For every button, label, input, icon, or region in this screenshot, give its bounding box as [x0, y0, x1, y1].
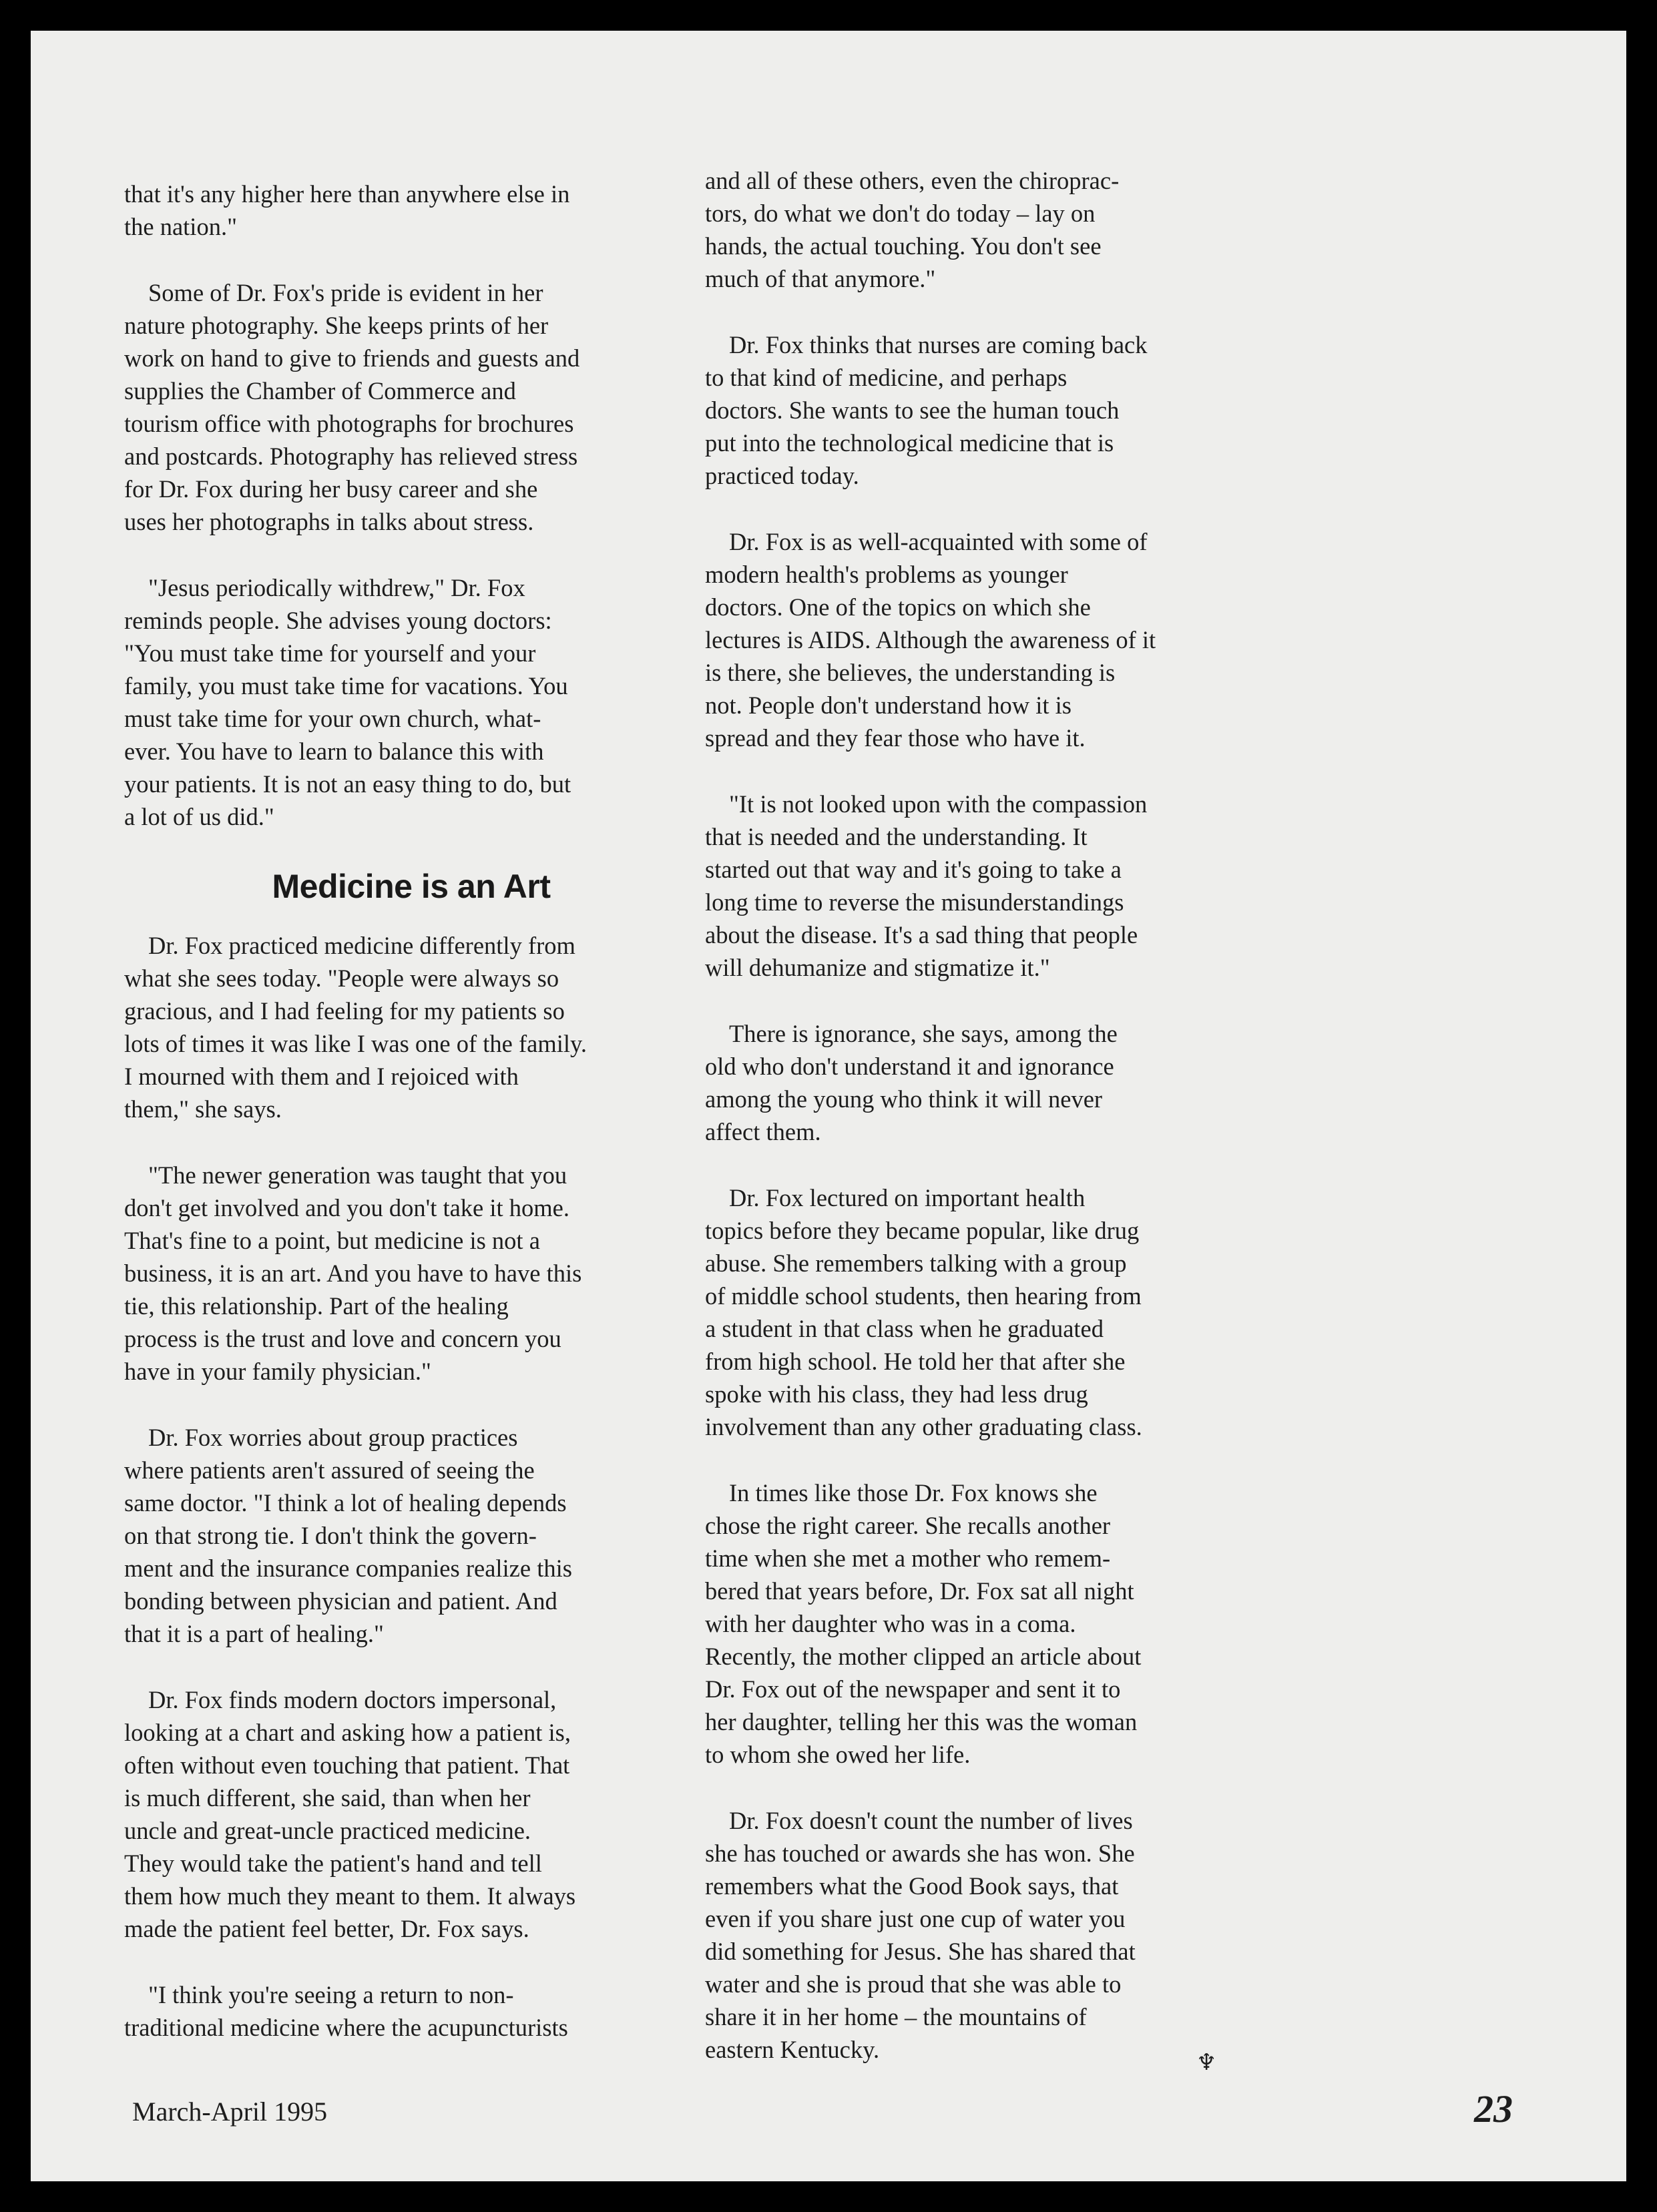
right-paragraph-8: Dr. Fox doesn't count the number of lives she has touched or awards she has won. She remembers what the Good Book says, that even if you share just one cup of water you did something for Jesus. She has shared that water and she is proud that she was able to share it in her home – the mountains of eastern Kentucky. [705, 1807, 1136, 2063]
right-paragraph-3: Dr. Fox is as well-acquainted with some of modern health's problems as younger doctors. One of the topics on which she lectures is AIDS. Although the awareness of it is there, she believes, the understanding is not. People don't understand how it is spread and they fear those who have it. [705, 528, 1156, 752]
left-column [124, 178, 698, 2077]
right-column [705, 164, 1279, 2099]
left-paragraph-4: Dr. Fox practiced medicine differently from what she sees today. "People were always so gracious, and I had feeling for my patients so lots of times it was like I was one of the family. I mourned with them and I rejoiced with them," she says. [124, 932, 587, 1123]
footer-issue-date: March-April 1995 [132, 2097, 328, 2127]
right-paragraph-7: In times like those Dr. Fox knows she chose the right career. She recalls another time when she met a mother who remem- bered that years before, Dr. Fox sat all night with her daughter who was in a coma. Recently, the mother clipped an article about Dr. Fox out of the newspaper and sent it to her daughter, telling her this was the woman to whom she owed her life. [705, 1479, 1142, 1768]
left-paragraph-3: "Jesus periodically withdrew," Dr. Fox reminds people. She advises young doctors: "You must take time for yourself and your family, you must take time for vacations. You must take time for your own church, what- ever. You have to learn to balance this with your patients. It is not an easy thing to do, but a lot of us did." [124, 574, 571, 830]
end-of-article-icon: ♆ [1196, 2049, 1217, 2076]
magazine-page [31, 31, 1626, 2181]
right-paragraph-1: and all of these others, even the chiroprac- tors, do what we don't do today – lay on hands, the actual touching. You don't see much of that anymore." [705, 167, 1120, 292]
left-paragraph-1: that it's any higher here than anywhere else in the nation." [124, 180, 570, 240]
left-paragraph-6: Dr. Fox worries about group practices where patients aren't assured of seeing the same doctor. "I think a lot of healing depends on that strong tie. I don't think the govern- ment and the insurance companies realize this bonding between physician and patient. And that it is a part of healing." [124, 1424, 572, 1647]
left-paragraph-7: Dr. Fox finds modern doctors impersonal, looking at a chart and asking how a patient is, often without even touching that patient. That is much different, she said, than when her uncle and great-uncle practiced medicine. They would take the patient's hand and tell them how much they meant to them. It always made the patient feel better, Dr. Fox says. [124, 1686, 576, 1942]
right-paragraph-4: "It is not looked upon with the compassion that is needed and the understanding. It started out that way and it's going to take a long time to reverse the misunderstandings about the disease. It's a sad thing that people will dehumanize and stigmatize it." [705, 790, 1148, 981]
left-paragraph-5: "The newer generation was taught that you don't get involved and you don't take it home. That's fine to a point, but medicine is not a business, it is an art. And you have to have this tie, this relationship. Part of the healing process is the trust and love and concern you have in your family physician." [124, 1161, 582, 1385]
left-paragraph-8: "I think you're seeing a return to non- traditional medicine where the acupuncturists [124, 1981, 568, 2041]
footer-page-number: 23 [1474, 2087, 1513, 2131]
section-heading: Medicine is an Art [272, 868, 551, 905]
right-paragraph-6: Dr. Fox lectured on important health topics before they became popular, like drug abuse. She remembers talking with a group of middle school students, then hearing from a student in that class when he graduated from high school. He told her that after she spoke with his class, they had less drug involvement than any other graduating class. [705, 1184, 1142, 1440]
right-paragraph-5: There is ignorance, she says, among the old who don't understand it and ignorance among the young who think it will never affect them. [705, 1020, 1118, 1145]
left-paragraph-2: Some of Dr. Fox's pride is evident in her nature photography. She keeps prints of her work on hand to give to friends and guests and supplies the Chamber of Commerce and tourism office with photographs for brochures and postcards. Photography has relieved stress for Dr. Fox during her busy career and she uses her photographs in talks about stress. [124, 279, 580, 535]
right-paragraph-2: Dr. Fox thinks that nurses are coming back to that kind of medicine, and perhaps doctors. She wants to see the human touch put into the technological medicine that is practiced today. [705, 331, 1148, 489]
